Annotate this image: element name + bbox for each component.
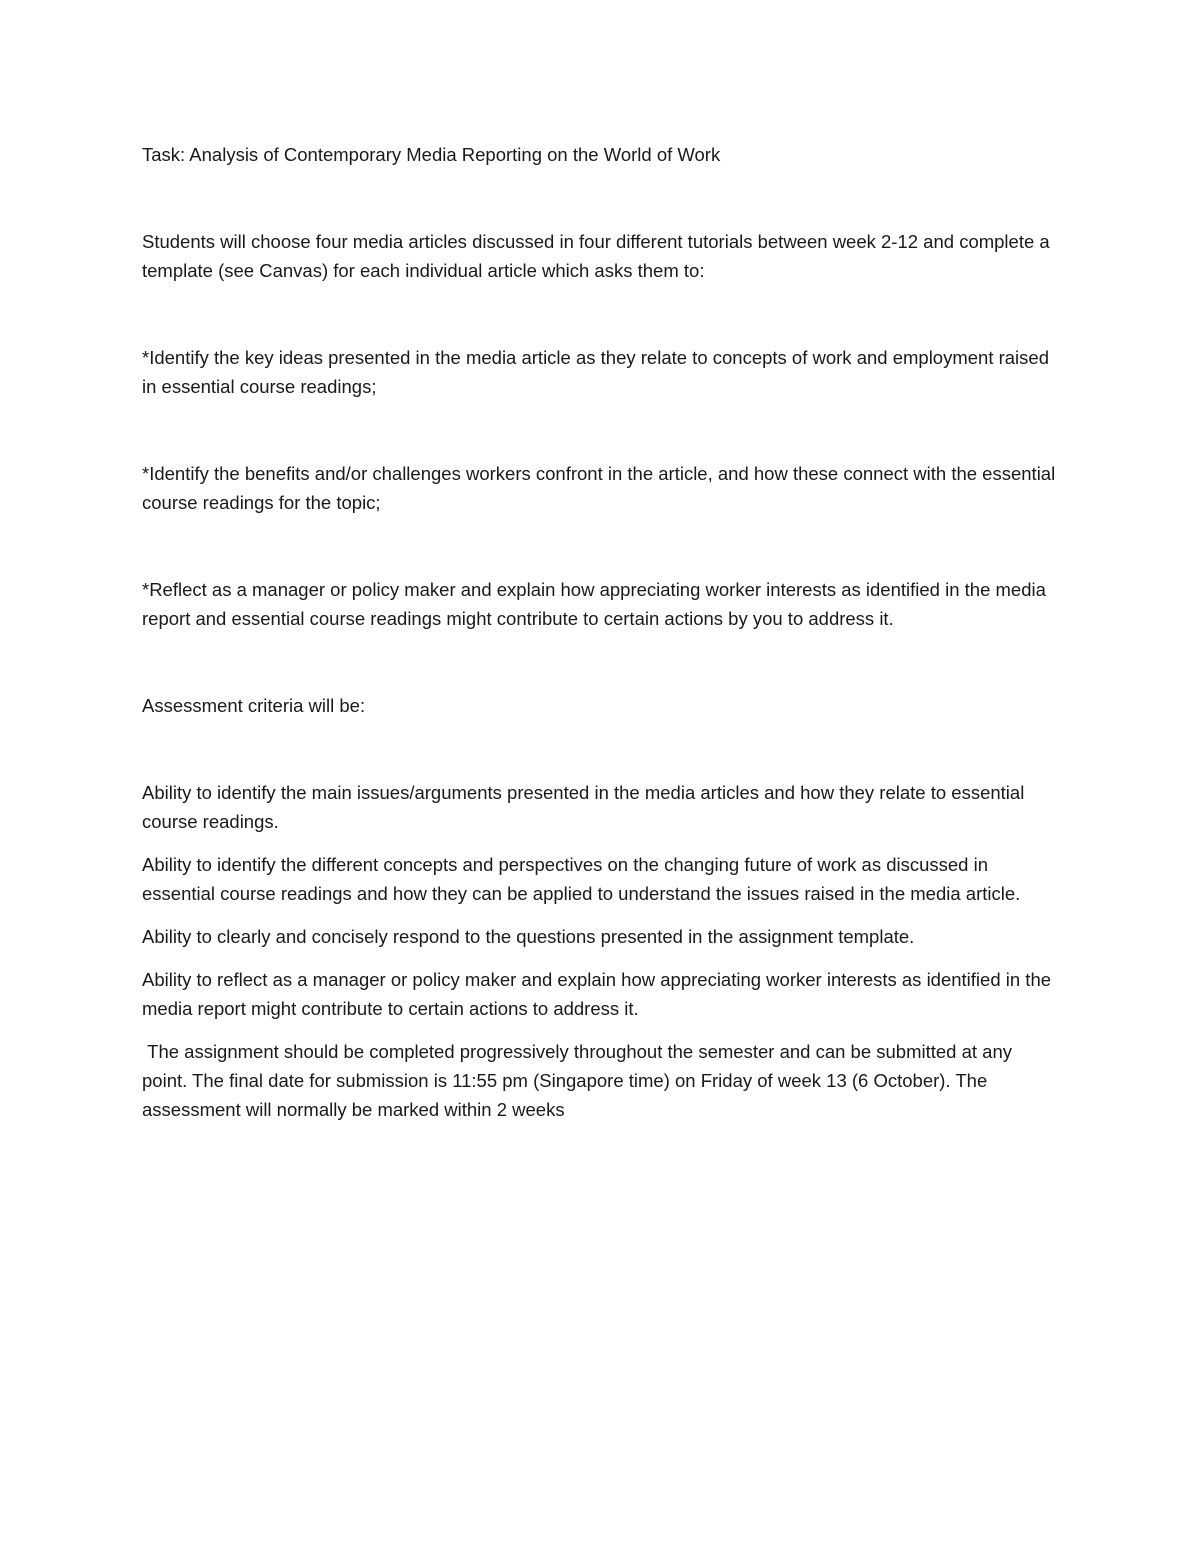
intro-paragraph: Students will choose four media articles discussed in four different tutorials between week 2-12 and complete a template (see Canvas) for each individual article which asks them to: [142,231,1050,281]
criteria-heading: Assessment criteria will be: [142,695,366,716]
criterion-clear-response: Ability to clearly and concisely respond to the questions presented in the assignment template. [142,926,915,947]
task-point-benefits-challenges: *Identify the benefits and/or challenges workers confront in the article, and how these connect with the essential course readings for the topic; [142,463,1056,513]
document-body [142,140,1062,1124]
criterion-concepts-perspectives: Ability to identify the different concepts and perspectives on the changing future of work as discussed in essential course readings and how they can be applied to understand the issues raised in the media article. [142,854,1021,904]
criterion-reflect: Ability to reflect as a manager or policy maker and explain how appreciating worker interests as identified in the media report might contribute to certain actions to address it. [142,969,1052,1019]
submission-details: The assignment should be completed progressively throughout the semester and can be submitted at any point. The final date for submission is 11:55 pm (Singapore time) on Friday of week 13 (6 October). The assessment will normally be marked within 2 weeks [142,1041,1018,1120]
criterion-main-issues: Ability to identify the main issues/arguments presented in the media articles and how they relate to essential course readings. [142,782,1025,832]
task-point-reflect: *Reflect as a manager or policy maker and explain how appreciating worker interests as identified in the media report and essential course readings might contribute to certain actions by you to address it. [142,579,1046,629]
task-title: Task: Analysis of Contemporary Media Reporting on the World of Work [142,144,721,165]
task-point-key-ideas: *Identify the key ideas presented in the media article as they relate to concepts of work and employment raised in essential course readings; [142,347,1049,397]
